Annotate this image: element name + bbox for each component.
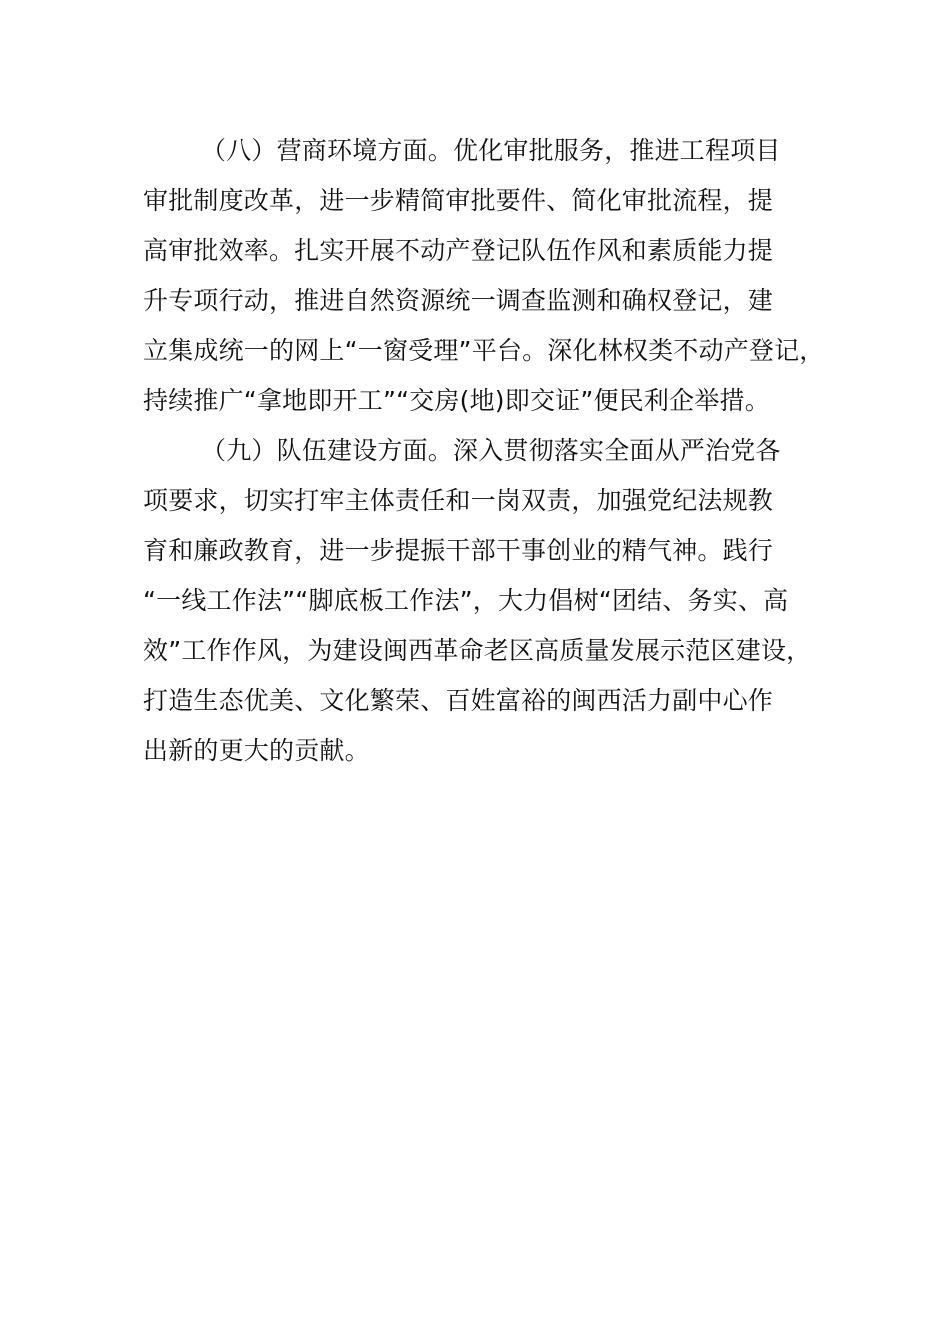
paragraph-line: 出新的更大的贡献。 — [143, 736, 370, 765]
paragraph-line: 项要求，切实打牢主体责任和一岗双责，加强党纪法规教 — [143, 486, 774, 515]
paragraph-line: 效”工作作风，为建设闽西革命老区高质量发展示范区建设， — [143, 636, 812, 665]
paragraph-line: 打造生态优美、文化繁荣、百姓富裕的闽西活力副中心作 — [143, 686, 774, 715]
paragraph-business-environment — [143, 126, 843, 426]
paragraph-line: 立集成统一的网上“一窗受理”平台。深化林权类不动产登记， — [143, 336, 825, 365]
paragraph-line: 高审批效率。扎实开展不动产登记队伍作风和素质能力提 — [143, 236, 774, 265]
paragraph-line: 升专项行动，推进自然资源统一调查监测和确权登记，建 — [143, 286, 774, 315]
paragraph-team-building — [143, 426, 843, 776]
paragraph-line: 育和廉政教育，进一步提振干部干事创业的精气神。践行 — [143, 536, 774, 565]
paragraph-line: “一线工作法”“脚底板工作法”，大力倡树“团结、务实、高 — [143, 586, 789, 615]
document-body — [143, 126, 843, 776]
paragraph-line: （八）营商环境方面。优化审批服务，推进工程项目 — [201, 136, 781, 165]
paragraph-line: 审批制度改革，进一步精简审批要件、简化审批流程，提 — [143, 186, 774, 215]
paragraph-line: （九）队伍建设方面。深入贯彻落实全面从严治党各 — [201, 436, 781, 465]
paragraph-line: 持续推广“拿地即开工”“交房(地)即交证”便民利企举措。 — [143, 386, 770, 415]
